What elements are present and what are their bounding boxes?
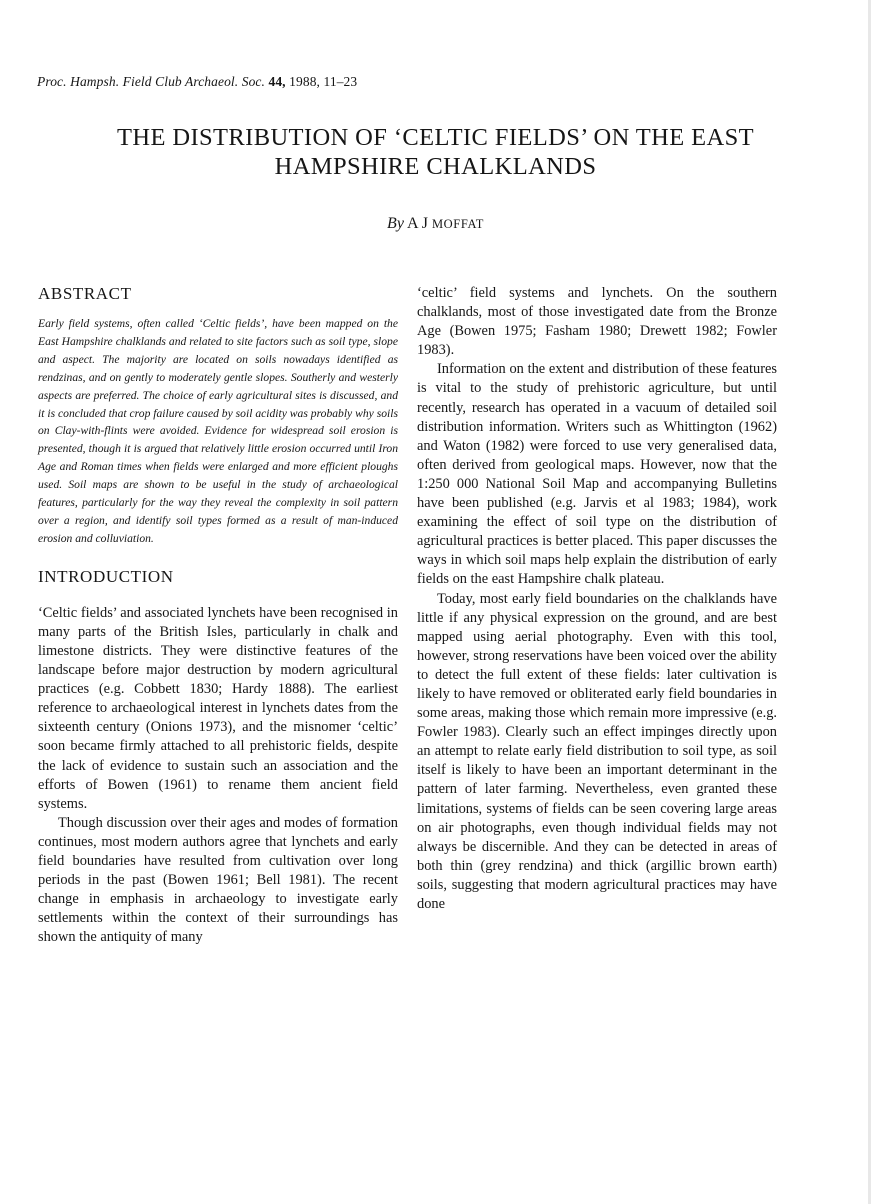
journal-volume: 44, [268,74,286,89]
author-surname: MOFFAT [431,217,484,231]
paper-title-line-2: HAMPSHIRE CHALKLANDS [274,153,597,180]
abstract-heading: ABSTRACT [38,284,132,303]
paper-title-line-1: THE DISTRIBUTION OF ‘CELTIC FIELDS’ ON THE EAST [117,124,754,151]
right-paragraph-2: Information on the extent and distribution of these features is vital to the study of prehistoric agriculture, but until recently, research has operated in a vacuum of detailed soil distribution information. Writers such as Whittington (1962) and Waton (1982) were forced to use very generalised data, often derived from geological maps. However, now that the 1:250 000 National Soil Map and accompanying Bulletins have been published (e.g. Jarvis et al 1983; 1984), work examining the effect of soil type on the distribution of agricultural practices is better placed. This paper discusses the ways in which soil maps help explain the distribution of early fields on the east Hampshire chalk plateau. [417,361,777,588]
journal-citation [37,74,357,90]
right-paragraph-1: ‘celtic’ field systems and lynchets. On the southern chalklands, most of those investigated date from the Bronze Age (Bowen 1975; Fasham 1980; Drewett 1982; Fowler 1983). [417,285,777,359]
right-paragraph-3: Today, most early field boundaries on the chalklands have little if any physical expression on the ground, and are best mapped using aerial photography. Even with this tool, however, strong reservations have been voiced over the ability to detect the full extent of these fields: later cultivation is likely to have removed or obliterated early field boundaries in some areas, making those which remain more impressive (e.g. Fowler 1983). Clearly such an effect impinges directly upon an attempt to relate early field distribution to soil type, as soil itself is likely to have been an important determinant in the pattern of later farming. Nevertheless, even granted these limitations, systems of fields can be seen covering large areas on air photographs, even though individual fields may not always be discernible. And they can be detected in areas of both thin (grey rendzina) and thick (argillic brown earth) soils, suggesting that modern agricultural practices may have done [417,590,777,912]
byline-by: By [387,215,404,232]
abstract-text: Early field systems, often called ‘Celtic fields’, have been mapped on the East Hampshire chalklands and related to site factors such as soil type, slope and aspect. The majority are located on soils nowadays identified as rendzinas, and on gently to moderately gentle slopes. Southerly and westerly aspects are preferred. The choice of early agricultural sites is discussed, and it is concluded that crop failure caused by soil acidity was probably why soils on Clay-with-flints were avoided. Evidence for widespread soil erosion is presented, though it is argued that relatively little erosion occurred until Iron Age and Roman times when fields were enlarged and more efficient ploughs used. Soil maps are shown to be useful in the study of archaeological features, particularly for the way they reveal the complexity in soil pattern over a region, and identify soil types formed as a result of man-induced erosion and colluviation. [38,317,398,545]
journal-name: Proc. Hampsh. Field Club Archaeol. Soc. [37,74,265,89]
intro-paragraph-2: Though discussion over their ages and modes of formation continues, most modern authors agree that lynchets and early field boundaries have resulted from cultivation over long periods in the past (Bowen 1961; Bell 1981). The recent change in emphasis in archaeology to investigate early settlements within the context of their surroundings has shown the antiquity of many [38,814,398,946]
left-column [38,284,398,947]
author-initials: A J [407,215,432,232]
author-byline [0,215,871,233]
introduction-heading: INTRODUCTION [38,566,174,586]
paper-title [0,123,871,181]
intro-paragraph-1: ‘Celtic fields’ and associated lynchets have been recognised in many parts of the British Isles, particularly in chalk and limestone districts. They were distinctive features of the landscape before major destruction by modern agricultural practices (e.g. Cobbett 1830; Hardy 1888). The earliest reference to archaeological interest in lynchets dates from the sixteenth century (Onions 1973), and the misnomer ‘celtic’ soon became firmly attached to all prehistoric fields, despite the lack of evidence to sustain such an association and the efforts of Bowen (1961) to rename them ancient field systems. [38,604,398,812]
journal-pages: 1988, 11–23 [289,74,358,89]
right-column [417,284,777,914]
